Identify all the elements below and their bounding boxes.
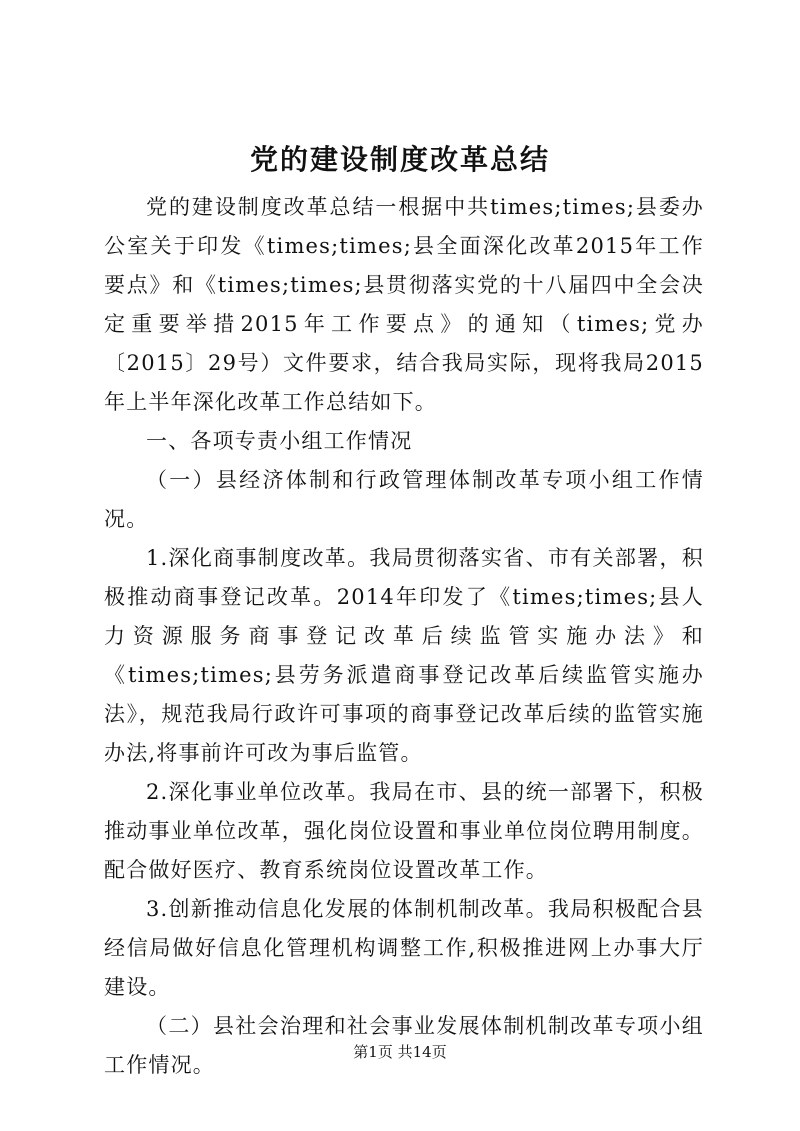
subsection-heading-1: （一）县经济体制和行政管理体制改革专项小组工作情况。 [104, 468, 704, 531]
paragraph-item-1: 1.深化商事制度改革。我局贯彻落实省、市有关部署，积极推动商事登记改革。2014年印发了《times;times;县人力资源服务商事登记改革后续监管实施办法》和《times;times;县劳务派遣商事登记改革后续监管实施办法》，规范我局行政许可事项的商事登记改革后续的监管实施办法,将事前许可改为事后监管。 [104, 546, 704, 765]
paragraph-item-2: 2.深化事业单位改革。我局在市、县的统一部署下，积极推动事业单位改革，强化岗位设置和事业单位岗位聘用制度。配合做好医疗、教育系统岗位设置改革工作。 [104, 780, 704, 882]
page-footer: 第1页 共14页 [353, 1043, 447, 1061]
subsection-heading-2: （二）县社会治理和社会事业发展体制机制改革专项小组工作情况。 [104, 1014, 704, 1077]
paragraph-intro: 党的建设制度改革总结一根据中共times;times;县委办公室关于印发《times;times;县全面深化改革2015年工作要点》和《times;times;县贯彻落实党的十八届四中全会决定重要举措2015年工作要点》的通知（times;党办〔2015〕29号）文件要求，结合我局实际，现将我局2015年上半年深化改革工作总结如下。 [104, 195, 704, 414]
document-body [104, 188, 704, 1085]
document-title: 党的建设制度改革总结 [249, 143, 550, 176]
paragraph-item-3: 3.创新推动信息化发展的体制机制改革。我局积极配合县经信局做好信息化管理机构调整工作,积极推进网上办事大厅建设。 [104, 897, 704, 999]
section-heading-1: 一、各项专责小组工作情况 [146, 429, 413, 453]
